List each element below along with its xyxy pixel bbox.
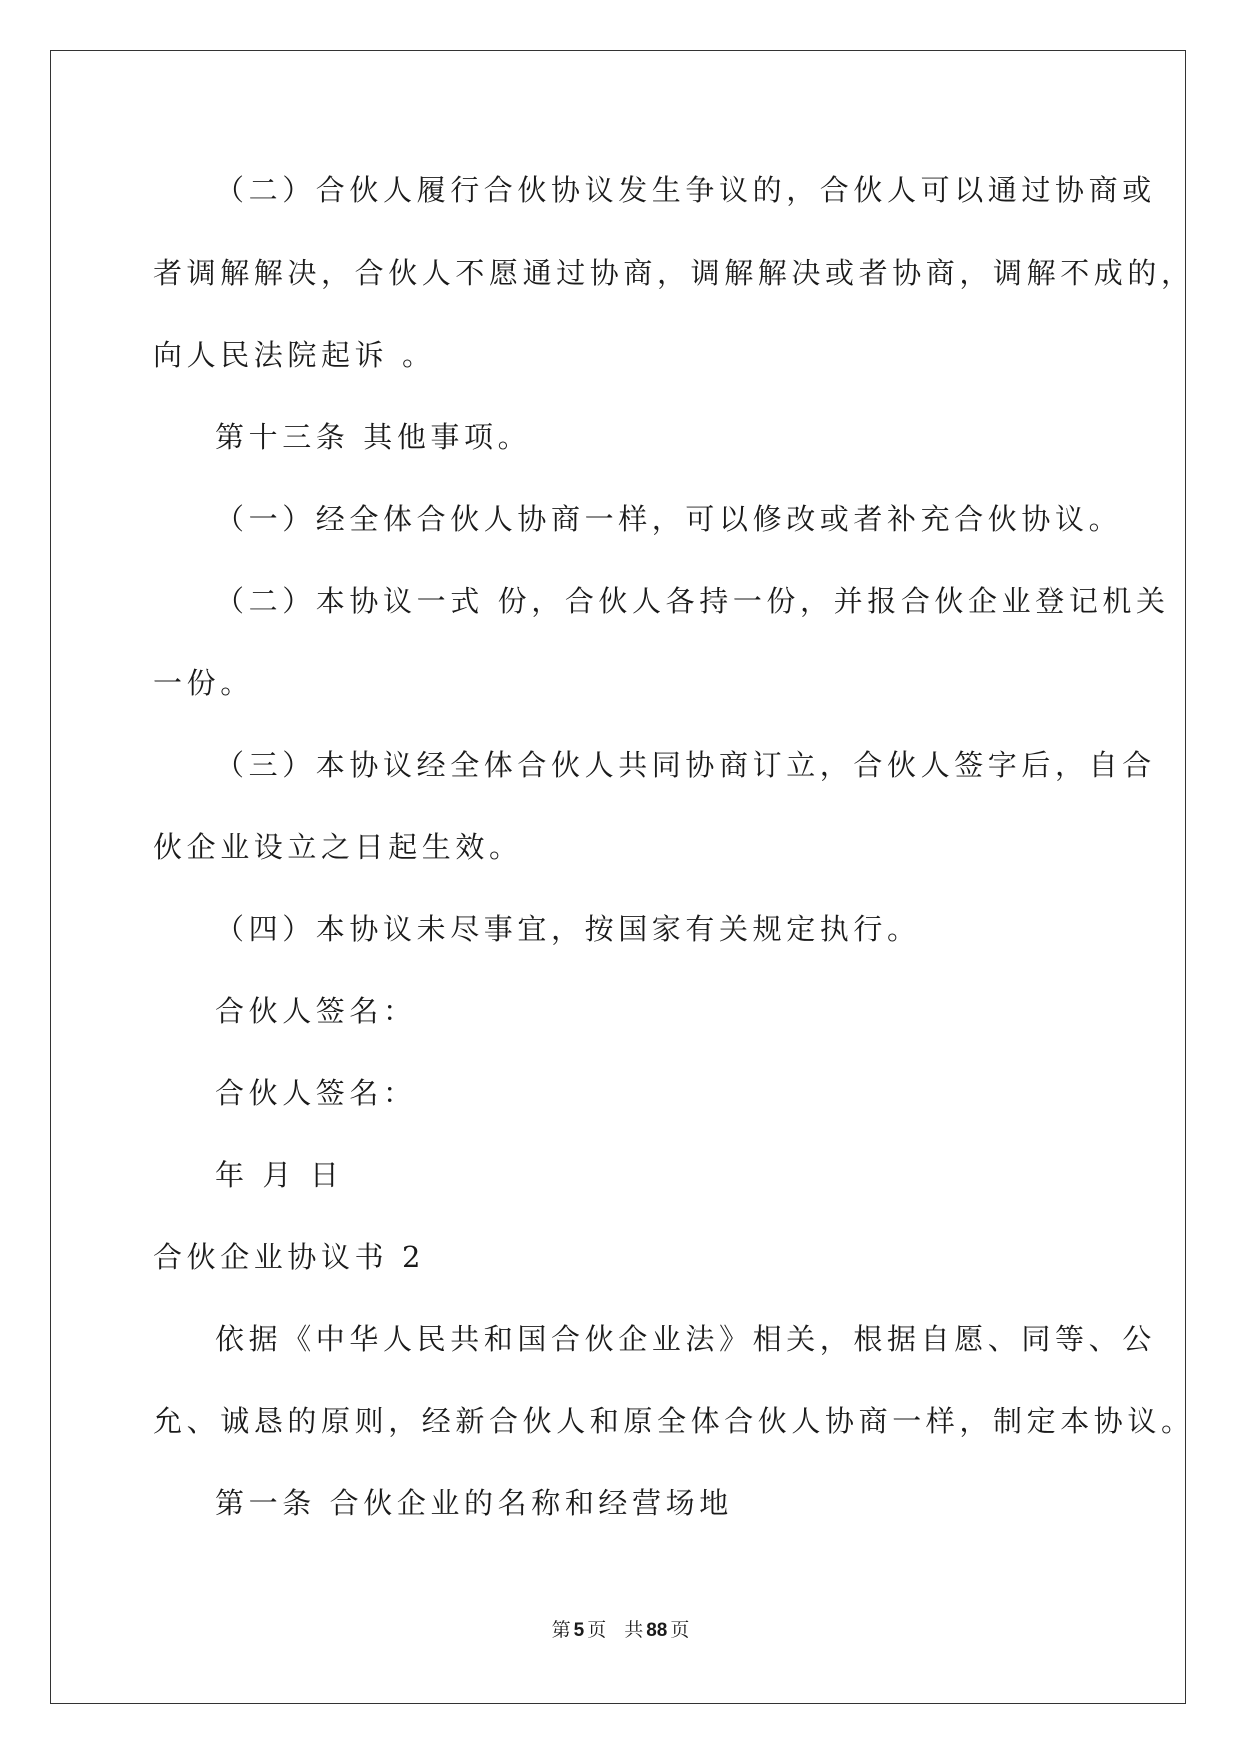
page-suffix: 页 [587,1620,607,1641]
paragraph-line: （四）本协议未尽事宜，按国家有关规定执行。 [215,912,921,946]
paragraph-line: 向人民法院起诉 。 [153,338,436,372]
page-prefix: 第 [551,1620,571,1641]
signature-line: 合伙人签名： [215,1076,417,1110]
paragraph-line: 伙企业设立之日起生效。 [153,830,523,864]
total-suffix: 页 [670,1620,690,1641]
paragraph-line: 者调解解决，合伙人不愿通过协商，调解解决或者协商，调解不成的， [153,256,1195,290]
paragraph-line: 允、诚恳的原则，经新合伙人和原全体合伙人协商一样，制定本协议。 [153,1404,1195,1438]
paragraph-line: （二）本协议一式 份，合伙人各持一份，并报合伙企业登记机关 [215,584,1170,618]
page-number: 5 [573,1620,585,1641]
page-footer [0,1620,1241,1642]
date-line: 年 月 日 [215,1158,344,1192]
paragraph-line: （二）合伙人履行合伙协议发生争议的，合伙人可以通过协商或 [215,173,1156,207]
article-heading: 第十三条 其他事项。 [215,420,532,454]
page-border [50,50,1186,1704]
paragraph-line: 依据《中华人民共和国合伙企业法》相关，根据自愿、同等、公 [215,1322,1156,1356]
total-pages: 88 [646,1620,668,1641]
total-prefix: 共 [624,1620,644,1641]
paragraph-line: （三）本协议经全体合伙人共同协商订立，合伙人签字后，自合 [215,748,1156,782]
article-heading: 第一条 合伙企业的名称和经营场地 [215,1486,733,1520]
paragraph-line: （一）经全体合伙人协商一样，可以修改或者补充合伙协议。 [215,502,1123,536]
section-title: 合伙企业协议书 2 [153,1240,426,1274]
signature-line: 合伙人签名： [215,994,417,1028]
paragraph-line: 一份。 [153,666,254,700]
